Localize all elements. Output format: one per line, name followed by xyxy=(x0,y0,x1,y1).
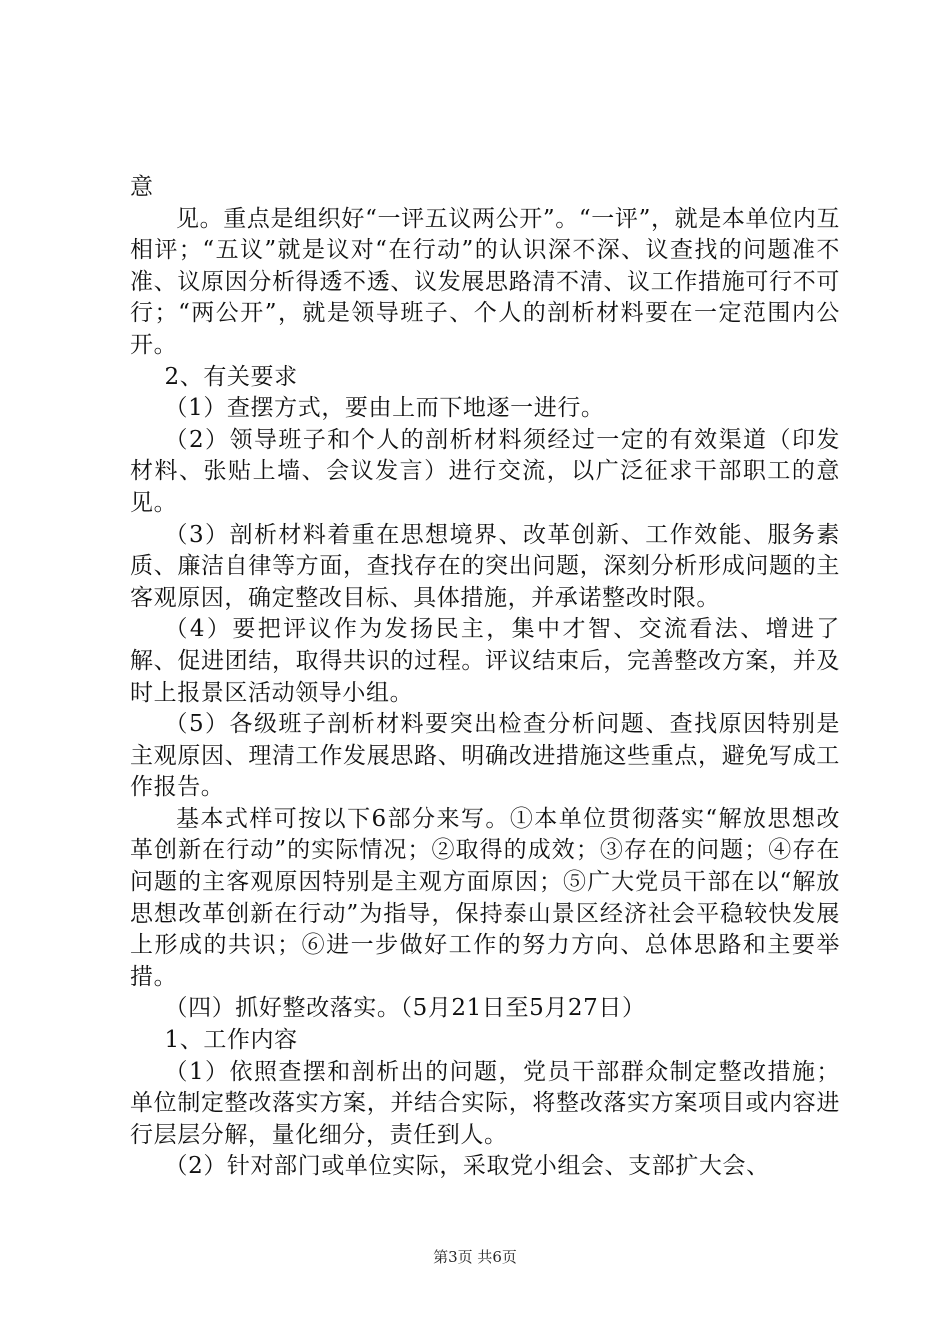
page-footer: 第3页 共6页 xyxy=(433,1248,517,1266)
paragraph-requirement-5: （5）各级班子剖析材料要突出检查分析问题、查找原因特别是主观原因、理清工作发展思路、明确改进措施这些重点，避免写成工作报告。 xyxy=(130,711,840,801)
paragraph-work-1: （1）依照查摆和剖析出的问题，党员干部群众制定整改措施；单位制定整改落实方案，并结合实际，将整改落实方案项目或内容进行层层分解，量化细分，责任到人。 xyxy=(130,1058,840,1148)
paragraph-work-2: （2）针对部门或单位实际，采取党小组会、支部扩大会、 xyxy=(164,1153,770,1180)
paragraph-template: 基本式样可按以下6部分来写。①本单位贯彻落实“解放思想改革创新在行动”的实际情况；②取得的成效；③存在的问题；④存在问题的主客观原因特别是主观方面原因；⑤广大党员干部在以“解放思想改革创新在行动”为指导，保持泰山景区经济社会平稳较快发展上形成的共识；⑥进一步做好工作的努力方向、总体思路和主要举措。 xyxy=(130,805,840,990)
paragraph-requirement-3: （3）剖析材料着重在思想境界、改革创新、工作效能、服务素质、廉洁自律等方面，查找存在的突出问题，深刻分析形成问题的主客观原因，确定整改目标、具体措施，并承诺整改时限。 xyxy=(130,521,840,611)
paragraph-requirement-2: （2）领导班子和个人的剖析材料须经过一定的有效渠道（印发材料、张贴上墙、会议发言）进行交流，以广泛征求干部职工的意见。 xyxy=(130,426,840,516)
section-heading-work-content: 1、工作内容 xyxy=(164,1027,298,1054)
document-body xyxy=(130,172,840,1183)
section-heading-requirements: 2、有关要求 xyxy=(164,363,298,390)
paragraph-2: 见。重点是组织好“一评五议两公开”。“一评”，就是本单位内互相评；“五议”就是议对“在行动”的认识深不深、议查找的问题准不准、议原因分析得透不透、议发展思路清不清、议工作措施可行不可行；“两公开”，就是领导班子、个人的剖析材料要在一定范围内公开。 xyxy=(130,205,840,358)
section-heading-rectification: （四）抓好整改落实。（5月21日至5月27日） xyxy=(164,995,646,1022)
paragraph-1: 意 xyxy=(130,174,154,200)
paragraph-requirement-1: （1）查摆方式，要由上而下地逐一进行。 xyxy=(164,395,605,422)
paragraph-requirement-4: （4）要把评议作为发扬民主，集中才智、交流看法、增进了解、促进团结，取得共识的过程。评议结束后，完善整改方案，并及时上报景区活动领导小组。 xyxy=(130,616,840,706)
